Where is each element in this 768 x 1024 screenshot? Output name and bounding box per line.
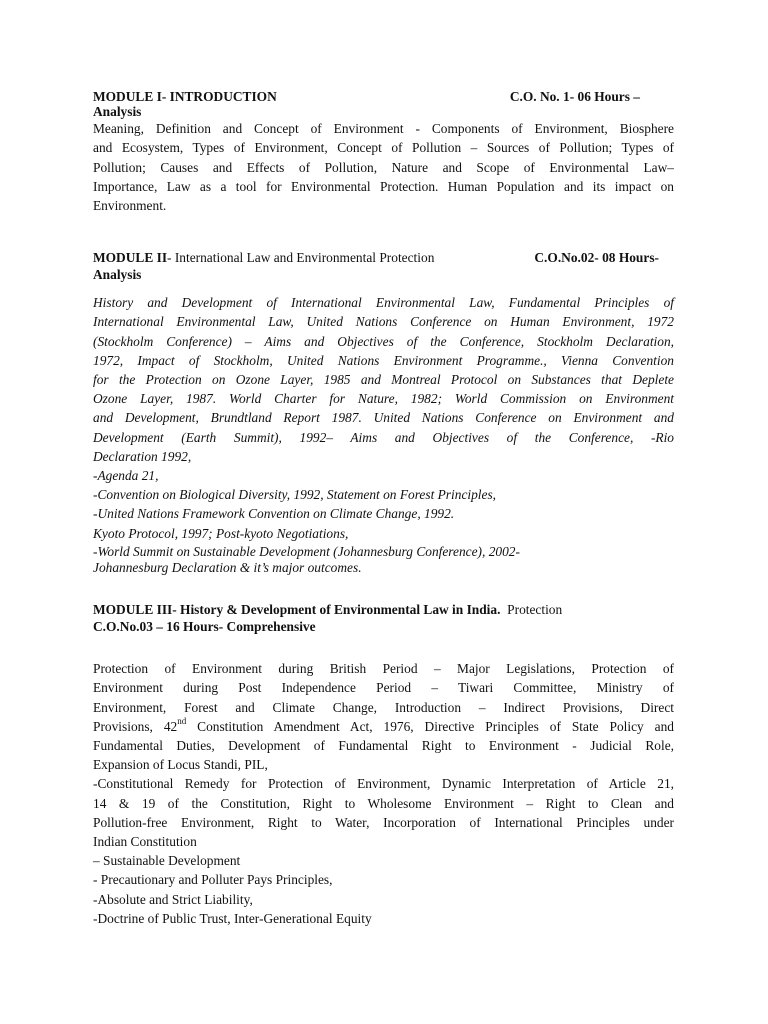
- module-2-line: Development (Earth Summit), 1992– Aims and Objectives of the Conference, -Rio: [93, 429, 674, 445]
- module-1-line: and Ecosystem, Types of Environment, Concept of Pollution – Sources of Pollution; Types of: [93, 140, 674, 156]
- module-3-line-4-post: Constitution Amendment Act, 1976, Directive Principles of State Policy and: [186, 718, 674, 734]
- module-2-analysis: Analysis: [93, 267, 142, 283]
- module-3-superscript: nd: [177, 716, 187, 727]
- module-3-line: Fundamental Duties, Development of Fundamental Right to Environment - Judicial Role,: [93, 738, 674, 754]
- module-1-line: Pollution; Causes and Effects of Pollution, Nature and Scope of Environmental Law–: [93, 159, 674, 175]
- module-3-heading: [93, 600, 674, 619]
- module-3-title: MODULE III- History & Development of Environmental Law in India.: [93, 602, 501, 617]
- module-3-line: Protection of Environment during British Period – Major Legislations, Protection of: [93, 661, 674, 677]
- module-2-item: Johannesburg Declaration & it’s major outcomes.: [93, 559, 362, 575]
- module-3-line: Environment, Forest and Climate Change, Introduction – Indirect Provisions, Direct: [93, 699, 674, 715]
- module-2-heading: [93, 248, 674, 267]
- module-3-line-4-pre: Provisions, 42: [93, 718, 178, 734]
- module-3-line: 14 & 19 of the Constitution, Right to Wholesome Environment – Right to Clean and: [93, 795, 674, 811]
- module-3-line: Pollution-free Environment, Right to Water, Incorporation of International Principles under: [93, 814, 674, 830]
- module-2-line: 1972, Impact of Stockholm, United Nations Environment Programme., Vienna Convention: [93, 352, 674, 368]
- module-3-line: Environment during Post Independence Period – Tiwari Committee, Ministry of: [93, 680, 674, 696]
- module-2-body: [93, 293, 674, 575]
- module-2-item: -United Nations Framework Convention on Climate Change, 1992.: [93, 506, 455, 522]
- module-1-co: C.O. No. 1- 06 Hours –: [509, 89, 640, 104]
- module-3-line: -Constitutional Remedy for Protection of Environment, Dynamic Interpretation of Article 21,: [93, 776, 674, 792]
- module-1-analysis: Analysis: [93, 104, 142, 120]
- module-2-item: -Agenda 21,: [93, 468, 159, 484]
- module-1-line: Meaning, Definition and Concept of Environment - Components of Environment, Biosphere: [93, 121, 674, 137]
- module-2-item: -Convention on Biological Diversity, 1992, Statement on Forest Principles,: [93, 487, 497, 503]
- module-2-title-bold: MODULE II: [93, 250, 168, 265]
- module-3-item: Indian Constitution: [93, 834, 197, 850]
- module-2-section: [93, 248, 674, 575]
- module-2-item: -World Summit on Sustainable Development (Johannesburg Conference), 2002-: [93, 543, 520, 559]
- module-3-line: Expansion of Locus Standi, PIL,: [93, 757, 268, 773]
- module-3-item: - Precautionary and Polluter Pays Principles,: [93, 872, 333, 888]
- module-2-item: Kyoto Protocol, 1997; Post-kyoto Negotiations,: [93, 525, 349, 541]
- module-2-title-rest: - International Law and Environmental Protection: [167, 250, 435, 265]
- module-2-item: Declaration 1992,: [93, 448, 192, 464]
- module-1-line: Environment.: [93, 198, 167, 214]
- module-1-body: [93, 119, 674, 215]
- module-1-section: [93, 87, 674, 215]
- module-3-section: [93, 600, 674, 928]
- module-2-line: Ozone Layer, 1987. World Charter for Nature, 1982; World Commission on Environment: [93, 391, 674, 407]
- module-2-line: and Development, Brundtland Report 1987. United Nations Conference on Environment and: [93, 410, 674, 426]
- module-3-body: [93, 659, 674, 928]
- module-2-title: [93, 248, 434, 267]
- module-3-line: [93, 717, 674, 736]
- module-1-title: MODULE I- INTRODUCTION: [93, 89, 277, 104]
- module-3-co: C.O.No.03 – 16 Hours- Comprehensive: [93, 619, 316, 635]
- module-2-line: for the Protection on Ozone Layer, 1985 and Montreal Protocol on Substances that Deplete: [93, 372, 674, 388]
- module-3-item: -Absolute and Strict Liability,: [93, 891, 253, 907]
- module-3-item: -Doctrine of Public Trust, Inter-Generational Equity: [93, 910, 372, 926]
- module-2-line: History and Development of International Environmental Law, Fundamental Principles of: [93, 295, 674, 311]
- module-3-item: – Sustainable Development: [93, 853, 241, 869]
- module-2-line: (Stockholm Conference) – Aims and Objectives of the Conference, Stockholm Declaration,: [93, 333, 674, 349]
- module-2-line: International Environmental Law, United Nations Conference on Human Environment, 1972: [93, 314, 674, 330]
- module-3-title-tail: Protection: [507, 602, 563, 617]
- module-2-co: C.O.No.02- 08 Hours-: [534, 250, 659, 265]
- module-1-line: Importance, Law as a tool for Environmental Protection. Human Population and its impact on: [93, 178, 674, 194]
